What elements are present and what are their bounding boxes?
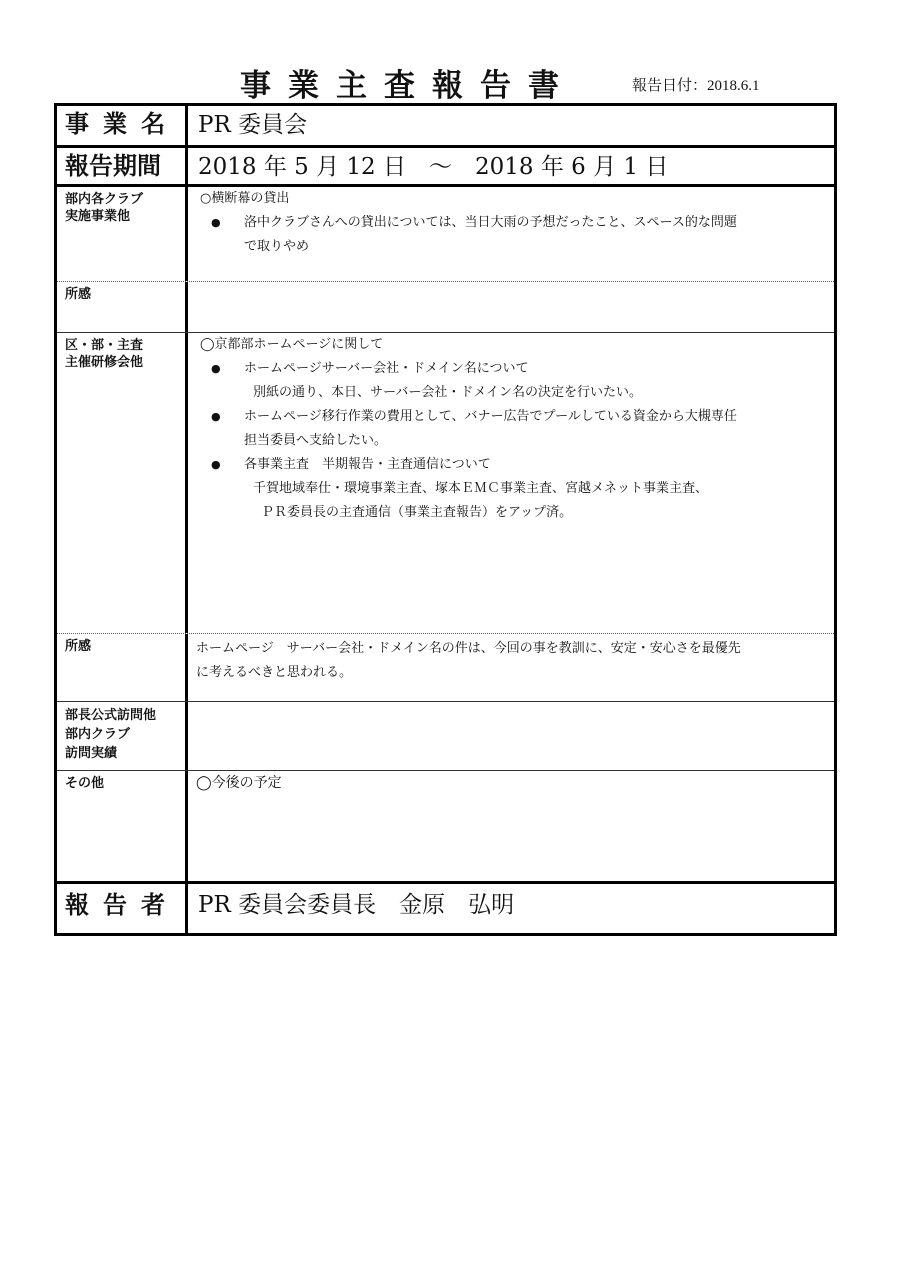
row-reporter bbox=[57, 881, 834, 933]
row-district bbox=[57, 332, 834, 633]
row-other bbox=[57, 770, 834, 881]
visits-value bbox=[188, 702, 834, 770]
visits-label-line1: 部長公式訪問他 bbox=[65, 708, 157, 723]
club-activities-label bbox=[57, 187, 188, 281]
club-activities-label-line2: 実施事業他 bbox=[65, 209, 131, 224]
project-name-label: 事業名 bbox=[57, 106, 188, 145]
impression-2-line1: ホームページ サーバー会社・ドメイン名の件は、今回の事を教訓に、安定・安心さを最優先 bbox=[196, 641, 741, 656]
district-bullet-1-line2: 別紙の通り、本日、サーバー会社・ドメイン名の決定を行いたい。 bbox=[253, 385, 642, 400]
report-table bbox=[54, 103, 837, 936]
district-bullet-3-line3: ＰＲ委員長の主査通信（事業主査報告）をアップ済。 bbox=[261, 505, 573, 520]
district-bullet-2 bbox=[198, 405, 834, 453]
bullet-dot: ● bbox=[211, 362, 221, 375]
reporter-label: 報告者 bbox=[57, 884, 188, 933]
other-value: ◯今後の予定 bbox=[196, 775, 282, 791]
report-date-value: 2018.6.1 bbox=[707, 78, 760, 94]
district-label bbox=[57, 333, 188, 633]
row-period bbox=[57, 145, 834, 184]
district-label-line1: 区・部・主査 bbox=[65, 338, 144, 353]
row-impression-2 bbox=[57, 633, 834, 701]
impression-1-label: 所感 bbox=[57, 282, 188, 332]
reporter-value: PR 委員会委員長 金原 弘明 bbox=[198, 892, 515, 918]
bullet-dot: ● bbox=[211, 458, 221, 471]
club-activities-bullet-1-line2: で取りやめ bbox=[244, 239, 310, 254]
visits-label-line3: 訪問実績 bbox=[65, 746, 118, 761]
club-activities-label-line1: 部内各クラブ bbox=[65, 192, 144, 207]
district-bullet-2-line2: 担当委員へ支給したい。 bbox=[244, 433, 388, 448]
impression-2-label: 所感 bbox=[57, 634, 188, 701]
district-bullet-3 bbox=[198, 453, 834, 477]
row-project-name bbox=[57, 106, 834, 145]
project-name-value: PR 委員会 bbox=[198, 112, 308, 138]
district-bullet-3-line1: 各事業主査 半期報告・主査通信について bbox=[244, 457, 491, 472]
club-activities-bullet-1 bbox=[198, 211, 834, 259]
club-activities-content bbox=[188, 187, 834, 281]
district-content bbox=[188, 333, 834, 633]
other-label: その他 bbox=[57, 771, 188, 881]
district-label-line2: 主催研修会他 bbox=[65, 355, 144, 370]
visits-label bbox=[57, 702, 188, 770]
impression-2-line2: に考えるべきと思われる。 bbox=[196, 665, 353, 680]
district-heading: ◯京都部ホームページに関して bbox=[200, 337, 384, 352]
district-bullet-3-line2: 千賀地域奉仕・環境事業主査、塚本ＥＭＣ事業主査、宮越メネット事業主査、 bbox=[253, 481, 709, 496]
club-activities-heading: ○横断幕の貸出 bbox=[200, 191, 290, 206]
document-title: 事業主査報告書 bbox=[240, 68, 576, 104]
bullet-dot: ● bbox=[211, 410, 221, 423]
report-date bbox=[632, 74, 760, 95]
visits-label-line2: 部内クラブ bbox=[65, 727, 131, 742]
district-bullet-1 bbox=[198, 357, 834, 381]
district-bullet-1-line1: ホームページサーバー会社・ドメイン名について bbox=[244, 361, 529, 376]
impression-1-value bbox=[188, 282, 834, 332]
club-activities-bullet-1-line1: 洛中クラブさんへの貸出については、当日大雨の予想だったこと、スペース的な問題 bbox=[244, 215, 737, 230]
bullet-dot: ● bbox=[211, 216, 221, 229]
row-club-activities bbox=[57, 184, 834, 281]
district-bullet-2-line1: ホームページ移行作業の費用として、バナー広告でプールしている資金から大槻専任 bbox=[244, 409, 737, 424]
report-date-label: 報告日付： bbox=[632, 76, 708, 94]
row-visits bbox=[57, 701, 834, 770]
period-label: 報告期間 bbox=[57, 148, 188, 184]
period-value: 2018 年 5 月 12 日 ～ 2018 年 6 月 1 日 bbox=[198, 154, 669, 180]
row-impression-1 bbox=[57, 281, 834, 332]
impression-2-content bbox=[188, 634, 834, 701]
